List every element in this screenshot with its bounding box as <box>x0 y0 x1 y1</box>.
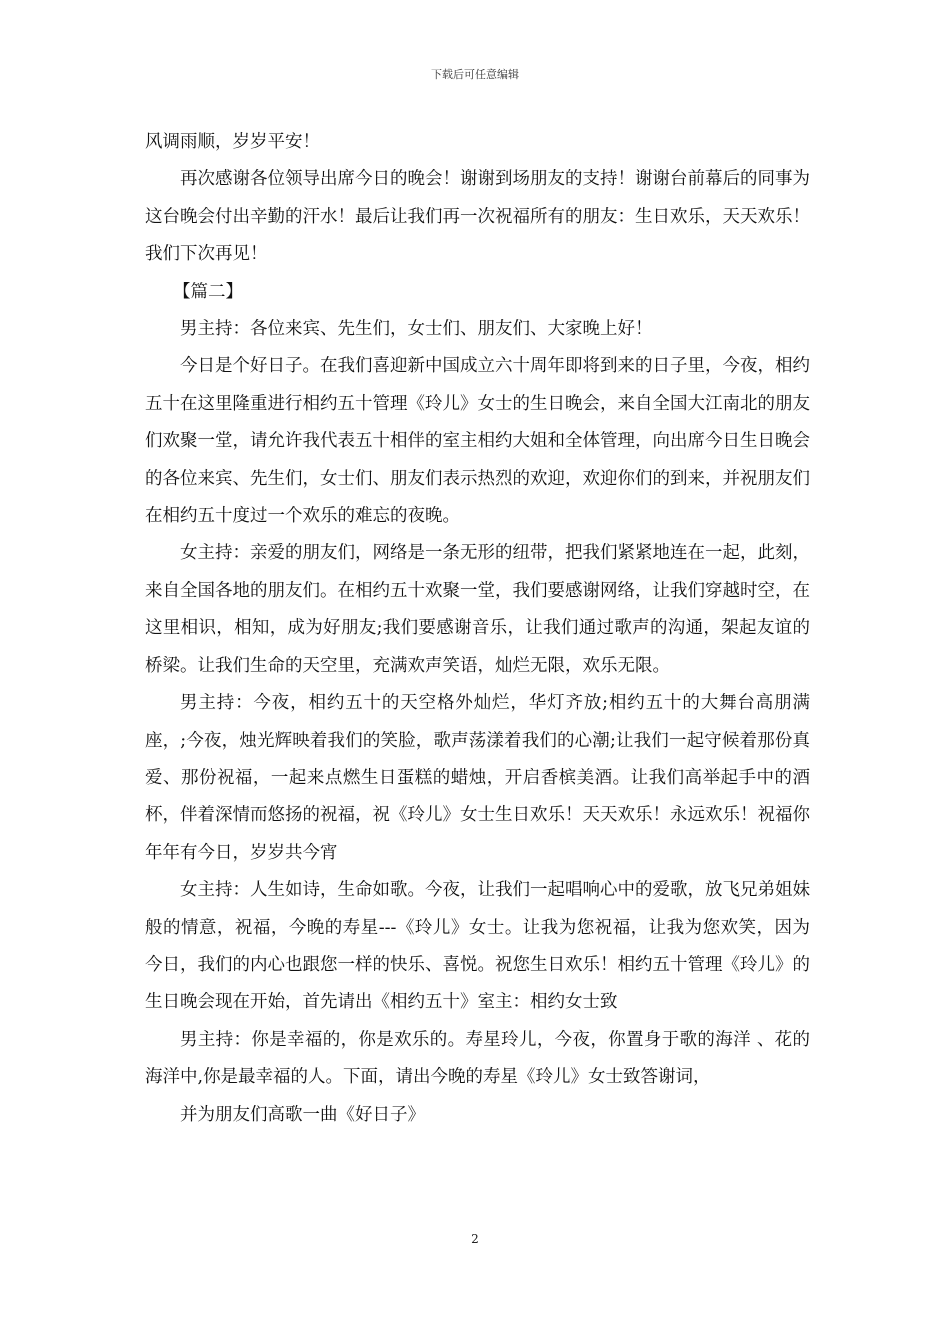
paragraph-opening: 今日是个好日子。在我们喜迎新中国成立六十周年即将到来的日子里，今夜，相约五十在这里隆重进行相约五十管理《玲儿》女士的生日晚会，来自全国大江南北的朋友们欢聚一堂，请允许我代表五十相伴的室主相约大姐和全体管理，向出席今日生日晚会的各位来宾、先生们，女士们、朋友们表示热烈的欢迎，欢迎你们的到来，并祝朋友们在相约五十度过一个欢乐的难忘的夜晚。 <box>145 356 810 527</box>
page-number: 2 <box>471 1232 479 1246</box>
section-heading: 【篇二】 <box>173 281 243 302</box>
paragraph-male-host-3-continued: 并为朋友们高歌一曲《好日子》 <box>180 1104 425 1125</box>
paragraph-thanks: 再次感谢各位领导出席今日的晚会！谢谢到场朋友的支持！谢谢台前幕后的同事为这台晚会付出辛勤的汗水！最后让我们再一次祝福所有的朋友：生日欢乐，天天欢乐！我们下次再见！ <box>145 169 810 265</box>
paragraph-male-host-3: 男主持：你是幸福的，你是欢乐的。寿星玲儿，今夜，你置身于歌的海洋 、花的海洋中,你是最幸福的人。下面，请出今晚的寿星《玲儿》女士致答谢词， <box>145 1029 810 1088</box>
paragraph-male-host-greeting: 男主持：各位来宾、先生们，女士们、朋友们、大家晚上好！ <box>180 319 653 340</box>
paragraph-male-host-2: 男主持：今夜，相约五十的天空格外灿烂，华灯齐放;相约五十的大舞台高朋满座，;今夜，烛光辉映着我们的笑脸，歌声荡漾着我们的心潮;让我们一起守候着那份真爱、那份祝福，一起来点燃生日蛋糕的蜡烛，开启香槟美酒。让我们高举起手中的酒杯，伴着深情而悠扬的祝福，祝《玲儿》女士生日欢乐！天天欢乐！永远欢乐！祝福你年年有今日，岁岁共今宵 <box>145 693 810 863</box>
paragraph-female-host-2: 女主持：人生如诗，生命如歌。今夜，让我们一起唱响心中的爱歌，放飞兄弟姐妹般的情意，祝福，今晚的寿星---《玲儿》女士。让我为您祝福，让我为您欢笑，因为今日，我们的内心也跟您一样的快乐、喜悦。祝您生日欢乐！相约五十管理《玲儿》的生日晚会现在开始，首先请出《相约五十》室主：相约女士致 <box>145 880 810 1013</box>
paragraph-female-host-1: 女主持：亲爱的朋友们，网络是一条无形的纽带，把我们紧紧地连在一起，此刻，来自全国各地的朋友们。在相约五十欢聚一堂，我们要感谢网络，让我们穿越时空，在这里相识，相知，成为好朋友;我们要感谢音乐，让我们通过歌声的沟通，架起友谊的桥梁。让我们生命的天空里，充满欢声笑语，灿烂无限，欢乐无限。 <box>145 543 810 676</box>
paragraph-continuation: 风调雨顺，岁岁平安！ <box>145 132 320 152</box>
document-body <box>145 124 810 1134</box>
page-header: 下载后可任意编辑 <box>431 68 519 81</box>
